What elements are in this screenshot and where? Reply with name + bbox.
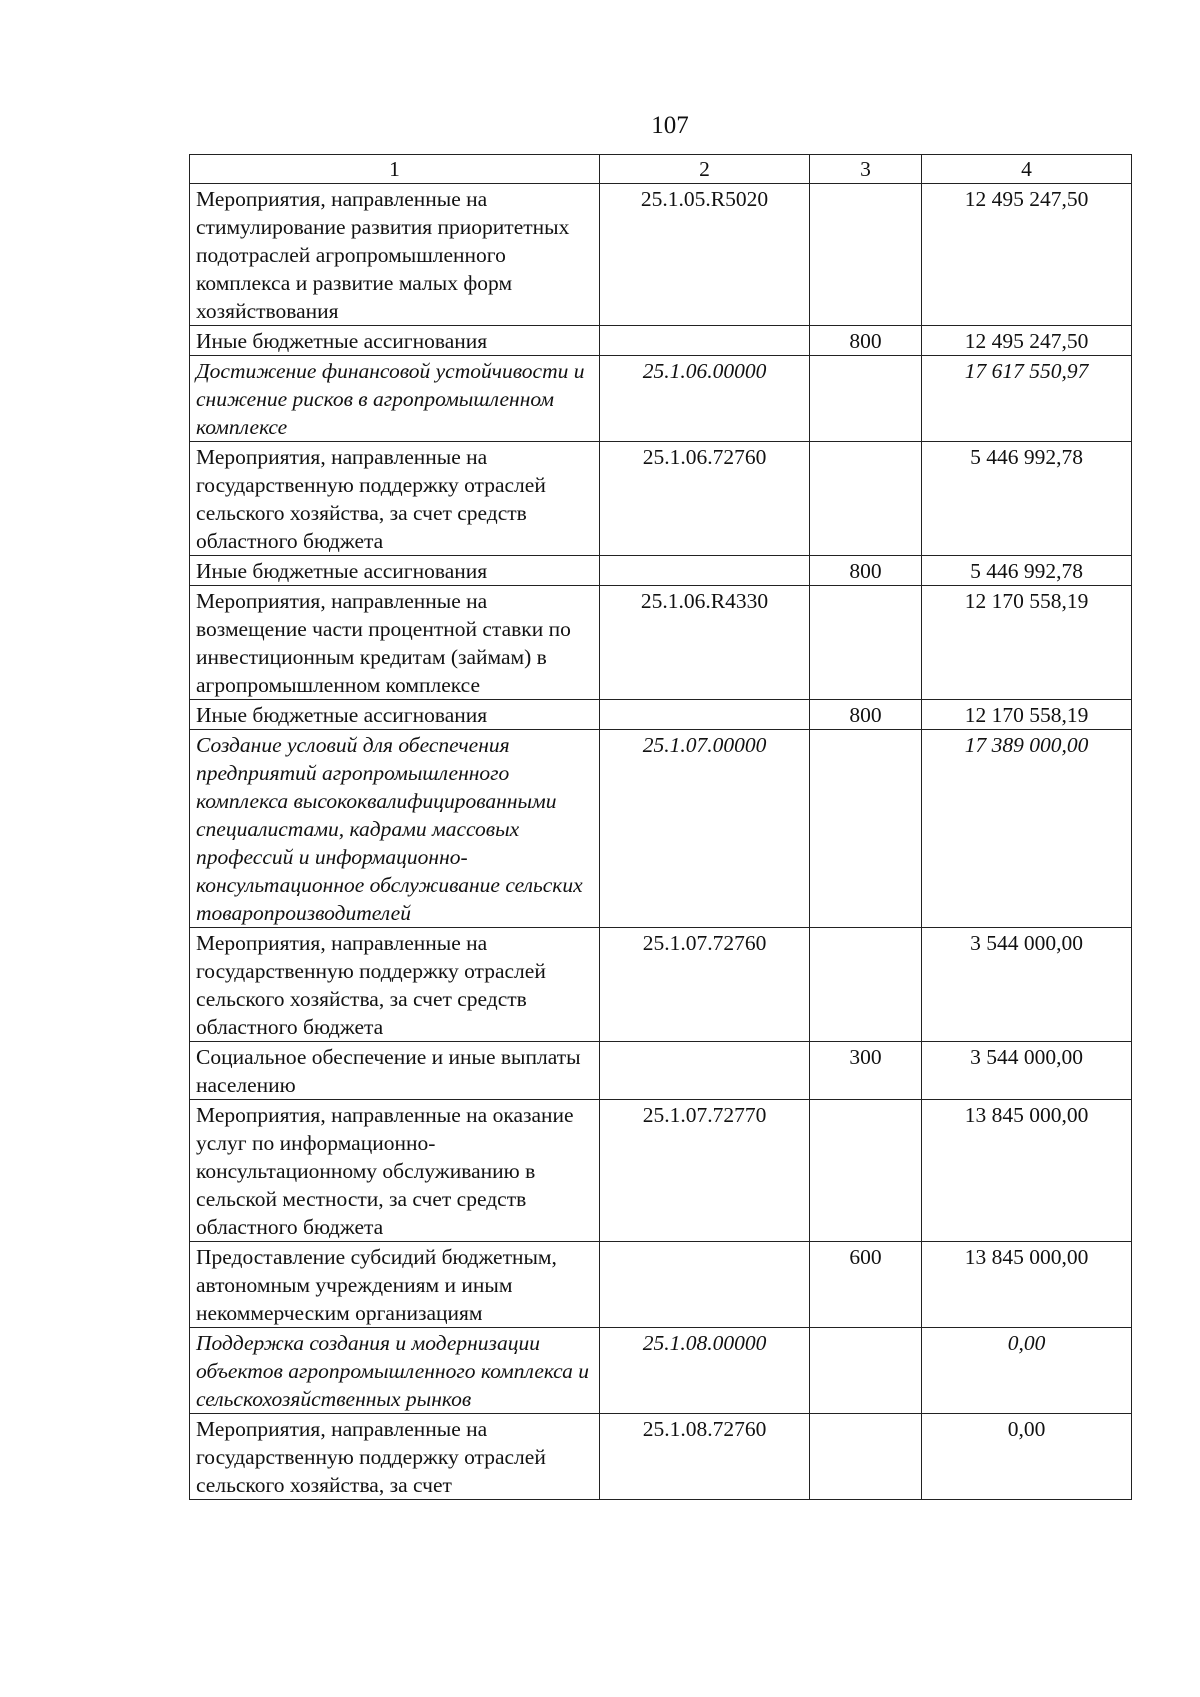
row-code-cell: 25.1.06.R4330 (600, 586, 810, 700)
row-name-cell: Социальное обеспечение и иные выплаты населению (190, 1042, 600, 1100)
row-name-cell: Поддержка создания и модернизации объектов агропромышленного комплекса и сельскохозяйственных рынков (190, 1328, 600, 1414)
table-header-row (190, 155, 1132, 184)
table-row (190, 1042, 1132, 1100)
row-code-cell (600, 556, 810, 586)
row-sum-cell: 0,00 (922, 1328, 1132, 1414)
table-row (190, 442, 1132, 556)
row-type-cell (810, 730, 922, 928)
row-name-cell: Предоставление субсидий бюджетным, автономным учреждениям и иным некоммерческим организациям (190, 1242, 600, 1328)
header-cell-1: 1 (190, 155, 600, 184)
header-cell-2: 2 (600, 155, 810, 184)
row-code-cell (600, 326, 810, 356)
row-code-cell (600, 1042, 810, 1100)
row-sum-cell: 13 845 000,00 (922, 1242, 1132, 1328)
row-type-cell: 800 (810, 556, 922, 586)
row-sum-cell: 0,00 (922, 1414, 1132, 1500)
row-type-cell: 300 (810, 1042, 922, 1100)
row-name-cell: Мероприятия, направленные на государственную поддержку отраслей сельского хозяйства, за счет средств областного бюджета (190, 442, 600, 556)
table-row (190, 730, 1132, 928)
row-code-cell: 25.1.07.00000 (600, 730, 810, 928)
row-code-cell (600, 1242, 810, 1328)
table-row (190, 326, 1132, 356)
row-sum-cell: 17 389 000,00 (922, 730, 1132, 928)
row-code-cell: 25.1.07.72760 (600, 928, 810, 1042)
row-name-cell: Мероприятия, направленные на стимулирование развития приоритетных подотраслей агропромышленного комплекса и развитие малых форм хозяйствования (190, 184, 600, 326)
row-type-cell (810, 1100, 922, 1242)
row-type-cell: 800 (810, 326, 922, 356)
row-type-cell: 800 (810, 700, 922, 730)
row-sum-cell: 12 170 558,19 (922, 586, 1132, 700)
row-type-cell (810, 442, 922, 556)
row-code-cell: 25.1.06.72760 (600, 442, 810, 556)
row-code-cell: 25.1.07.72770 (600, 1100, 810, 1242)
row-sum-cell: 12 495 247,50 (922, 184, 1132, 326)
table-row (190, 1100, 1132, 1242)
row-code-cell: 25.1.06.00000 (600, 356, 810, 442)
row-name-cell: Иные бюджетные ассигнования (190, 700, 600, 730)
header-cell-3: 3 (810, 155, 922, 184)
row-sum-cell: 12 170 558,19 (922, 700, 1132, 730)
row-name-cell: Мероприятия, направленные на оказание услуг по информационно-консультационному обслуживанию в сельской местности, за счет средств областного бюджета (190, 1100, 600, 1242)
row-sum-cell: 17 617 550,97 (922, 356, 1132, 442)
table-row (190, 1328, 1132, 1414)
row-name-cell: Достижение финансовой устойчивости и снижение рисков в агропромышленном комплексе (190, 356, 600, 442)
row-type-cell (810, 586, 922, 700)
table-row (190, 1242, 1132, 1328)
page-number: 107 (651, 112, 689, 139)
row-sum-cell: 3 544 000,00 (922, 1042, 1132, 1100)
row-type-cell: 600 (810, 1242, 922, 1328)
row-code-cell: 25.1.08.00000 (600, 1328, 810, 1414)
row-name-cell: Иные бюджетные ассигнования (190, 556, 600, 586)
header-cell-4: 4 (922, 155, 1132, 184)
row-name-cell: Мероприятия, направленные на государственную поддержку отраслей сельского хозяйства, за счет (190, 1414, 600, 1500)
row-sum-cell: 5 446 992,78 (922, 556, 1132, 586)
table-row (190, 586, 1132, 700)
row-name-cell: Мероприятия, направленные на государственную поддержку отраслей сельского хозяйства, за счет средств областного бюджета (190, 928, 600, 1042)
table-row (190, 700, 1132, 730)
row-name-cell: Мероприятия, направленные на возмещение части процентной ставки по инвестиционным кредитам (займам) в агропромышленном комплексе (190, 586, 600, 700)
row-sum-cell: 12 495 247,50 (922, 326, 1132, 356)
row-type-cell (810, 1328, 922, 1414)
row-name-cell: Иные бюджетные ассигнования (190, 326, 600, 356)
row-sum-cell: 3 544 000,00 (922, 928, 1132, 1042)
row-type-cell (810, 356, 922, 442)
row-type-cell (810, 928, 922, 1042)
table-row (190, 556, 1132, 586)
table-row (190, 356, 1132, 442)
row-sum-cell: 5 446 992,78 (922, 442, 1132, 556)
row-type-cell (810, 184, 922, 326)
row-sum-cell: 13 845 000,00 (922, 1100, 1132, 1242)
table-row (190, 1414, 1132, 1500)
row-type-cell (810, 1414, 922, 1500)
row-name-cell: Создание условий для обеспечения предприятий агропромышленного комплекса высококвалифицированными специалистами, кадрами массовых профессий и информационно-консультационное обслуживание сельских товаропроизводителей (190, 730, 600, 928)
table-row (190, 184, 1132, 326)
table-row (190, 928, 1132, 1042)
row-code-cell: 25.1.05.R5020 (600, 184, 810, 326)
budget-table (189, 154, 1132, 1500)
row-code-cell (600, 700, 810, 730)
row-code-cell: 25.1.08.72760 (600, 1414, 810, 1500)
